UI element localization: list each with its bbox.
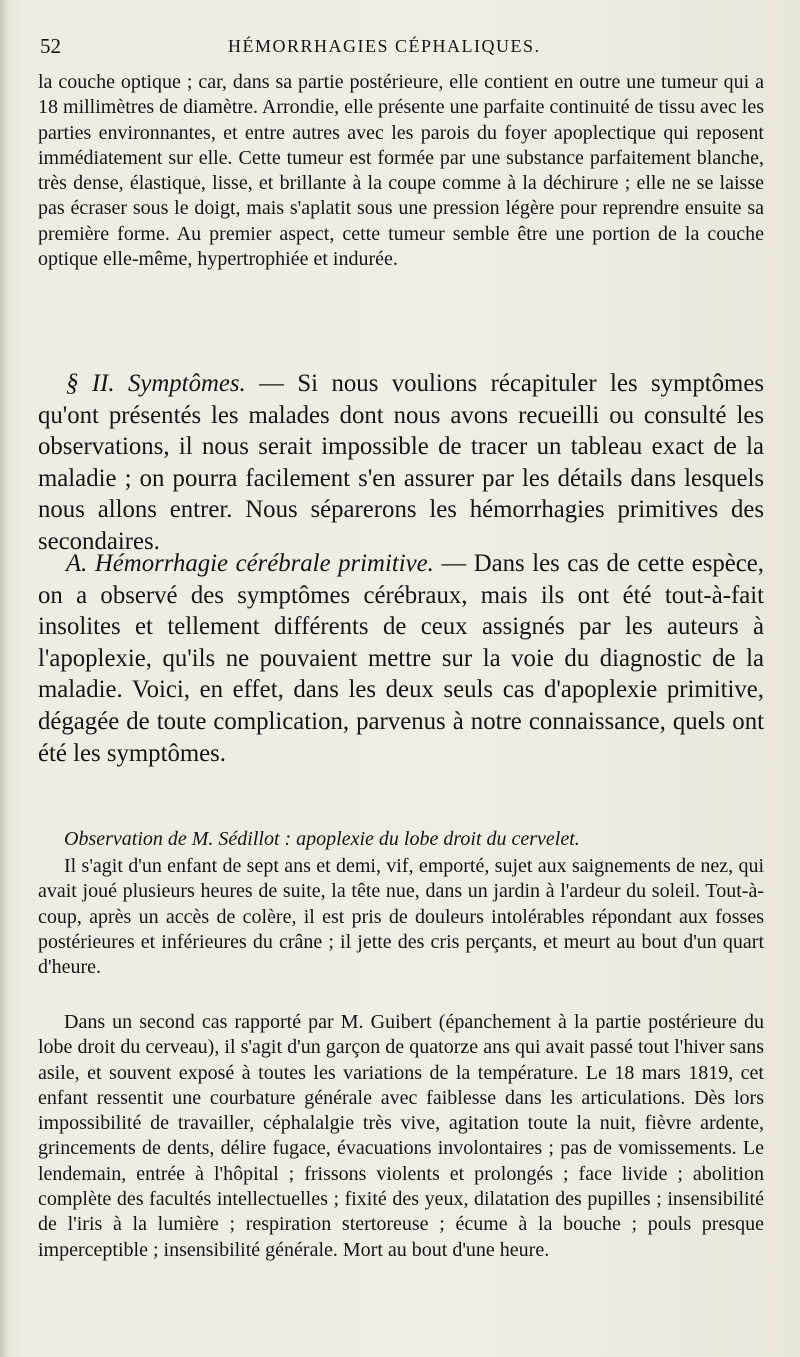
observation-heading: Observation de M. Sédillot : apoplexie du lobe droit du cervelet. bbox=[64, 828, 580, 850]
observation-paragraph-2 bbox=[38, 1010, 764, 1263]
paragraph-tumor-description bbox=[38, 70, 764, 272]
observation-block bbox=[38, 826, 764, 852]
observation-paragraph-1 bbox=[38, 854, 764, 980]
page-number: 52 bbox=[40, 34, 61, 58]
section-primary-hemorrhage bbox=[38, 548, 764, 769]
section-symptoms-text: — Si nous voulions récapituler les symptômes qu'ont présentés les malades dont nous avons recueilli ou consulté les observations, il nous serait impossible de tracer un tableau exact de la maladie ; on pourra facilement s'en assurer par les détails dans lesquels nous allons entrer. Nous séparerons les hémorrhagies primitives des secondaires. bbox=[38, 370, 764, 555]
section-symptoms-paragraph bbox=[38, 368, 764, 558]
observation-text-2: Dans un second cas rapporté par M. Guibert (épanchement à la partie postérieure du lobe droit du cerveau), il s'agit d'un garçon de quatorze ans qui avait passé tout l'hiver sans asile, et souvent exposé à toutes les variations de la température. Le 18 mars 1819, cet enfant ressentit une courbature générale avec faiblesse dans les articulations. Dès lors impossibilité de travailler, céphalalgie très vive, agitation toute la nuit, fièvre ardente, grincements de dents, délire fugace, évacuations involontaires ; pas de vomissements. Le lendemain, entrée à l'hôpital ; frissons violents et prolongés ; face livide ; abolition complète des facultés intellectuelles ; fixité des yeux, dilatation des pupilles ; insensibilité de l'iris à la lumière ; respiration stertoreuse ; écume à la bouche ; pouls presque imperceptible ; insensibilité générale. Mort au bout d'une heure. bbox=[38, 1011, 764, 1261]
running-title: HÉMORRHAGIES CÉPHALIQUES. bbox=[228, 36, 541, 56]
observation-text-1: Il s'agit d'un enfant de sept ans et demi, vif, emporté, sujet aux saignements de nez, qui avait joué plusieurs heures de suite, la tête nue, dans un jardin à l'ardeur du soleil. Tout-à-coup, après un accès de colère, il est pris de douleurs intolérables répondant aux fosses postérieures et inférieures du crâne ; il jette des cris perçants, et meurt au bout d'un quart d'heure. bbox=[38, 855, 764, 979]
paragraph-text: la couche optique ; car, dans sa partie postérieure, elle contient en outre une tumeur qui a 18 millimètres de diamètre. Arrondie, elle présente une parfaite continuité de tissu avec les parties environnantes, et entre autres avec les parois du foyer apoplectique qui reposent immédiatement sur elle. Cette tumeur est formée par une substance parfaitement blanche, très dense, élastique, lisse, et brillante à la coupe comme à la déchirure ; elle ne se laisse pas écraser sous le doigt, mais s'aplatit sous une pression légère pour reprendre ensuite sa première forme. Au premier aspect, cette tumeur semble être une portion de la couche optique elle-même, hypertrophiée et indurée. bbox=[38, 71, 764, 271]
section-primary-paragraph bbox=[38, 548, 764, 769]
section-symptoms bbox=[38, 368, 764, 558]
section-primary-heading: A. Hémorrhagie cérébrale primitive. bbox=[66, 550, 434, 577]
running-head bbox=[40, 34, 760, 60]
section-primary-text: — Dans les cas de cette espèce, on a observé des symptômes cérébraux, mais ils ont été tout-à-fait insolites et tellement différents de ceux assignés par les auteurs à l'apoplexie, qu'ils ne pouvaient mettre sur la voie du diagnostic de la maladie. Voici, en effet, dans les deux seuls cas d'apoplexie primitive, dégagée de toute complication, parvenus à notre connaissance, quels ont été les symptômes. bbox=[38, 550, 764, 767]
page-gutter-shadow bbox=[0, 0, 8, 1357]
section-symptoms-heading: § II. Symptômes. bbox=[66, 370, 246, 397]
